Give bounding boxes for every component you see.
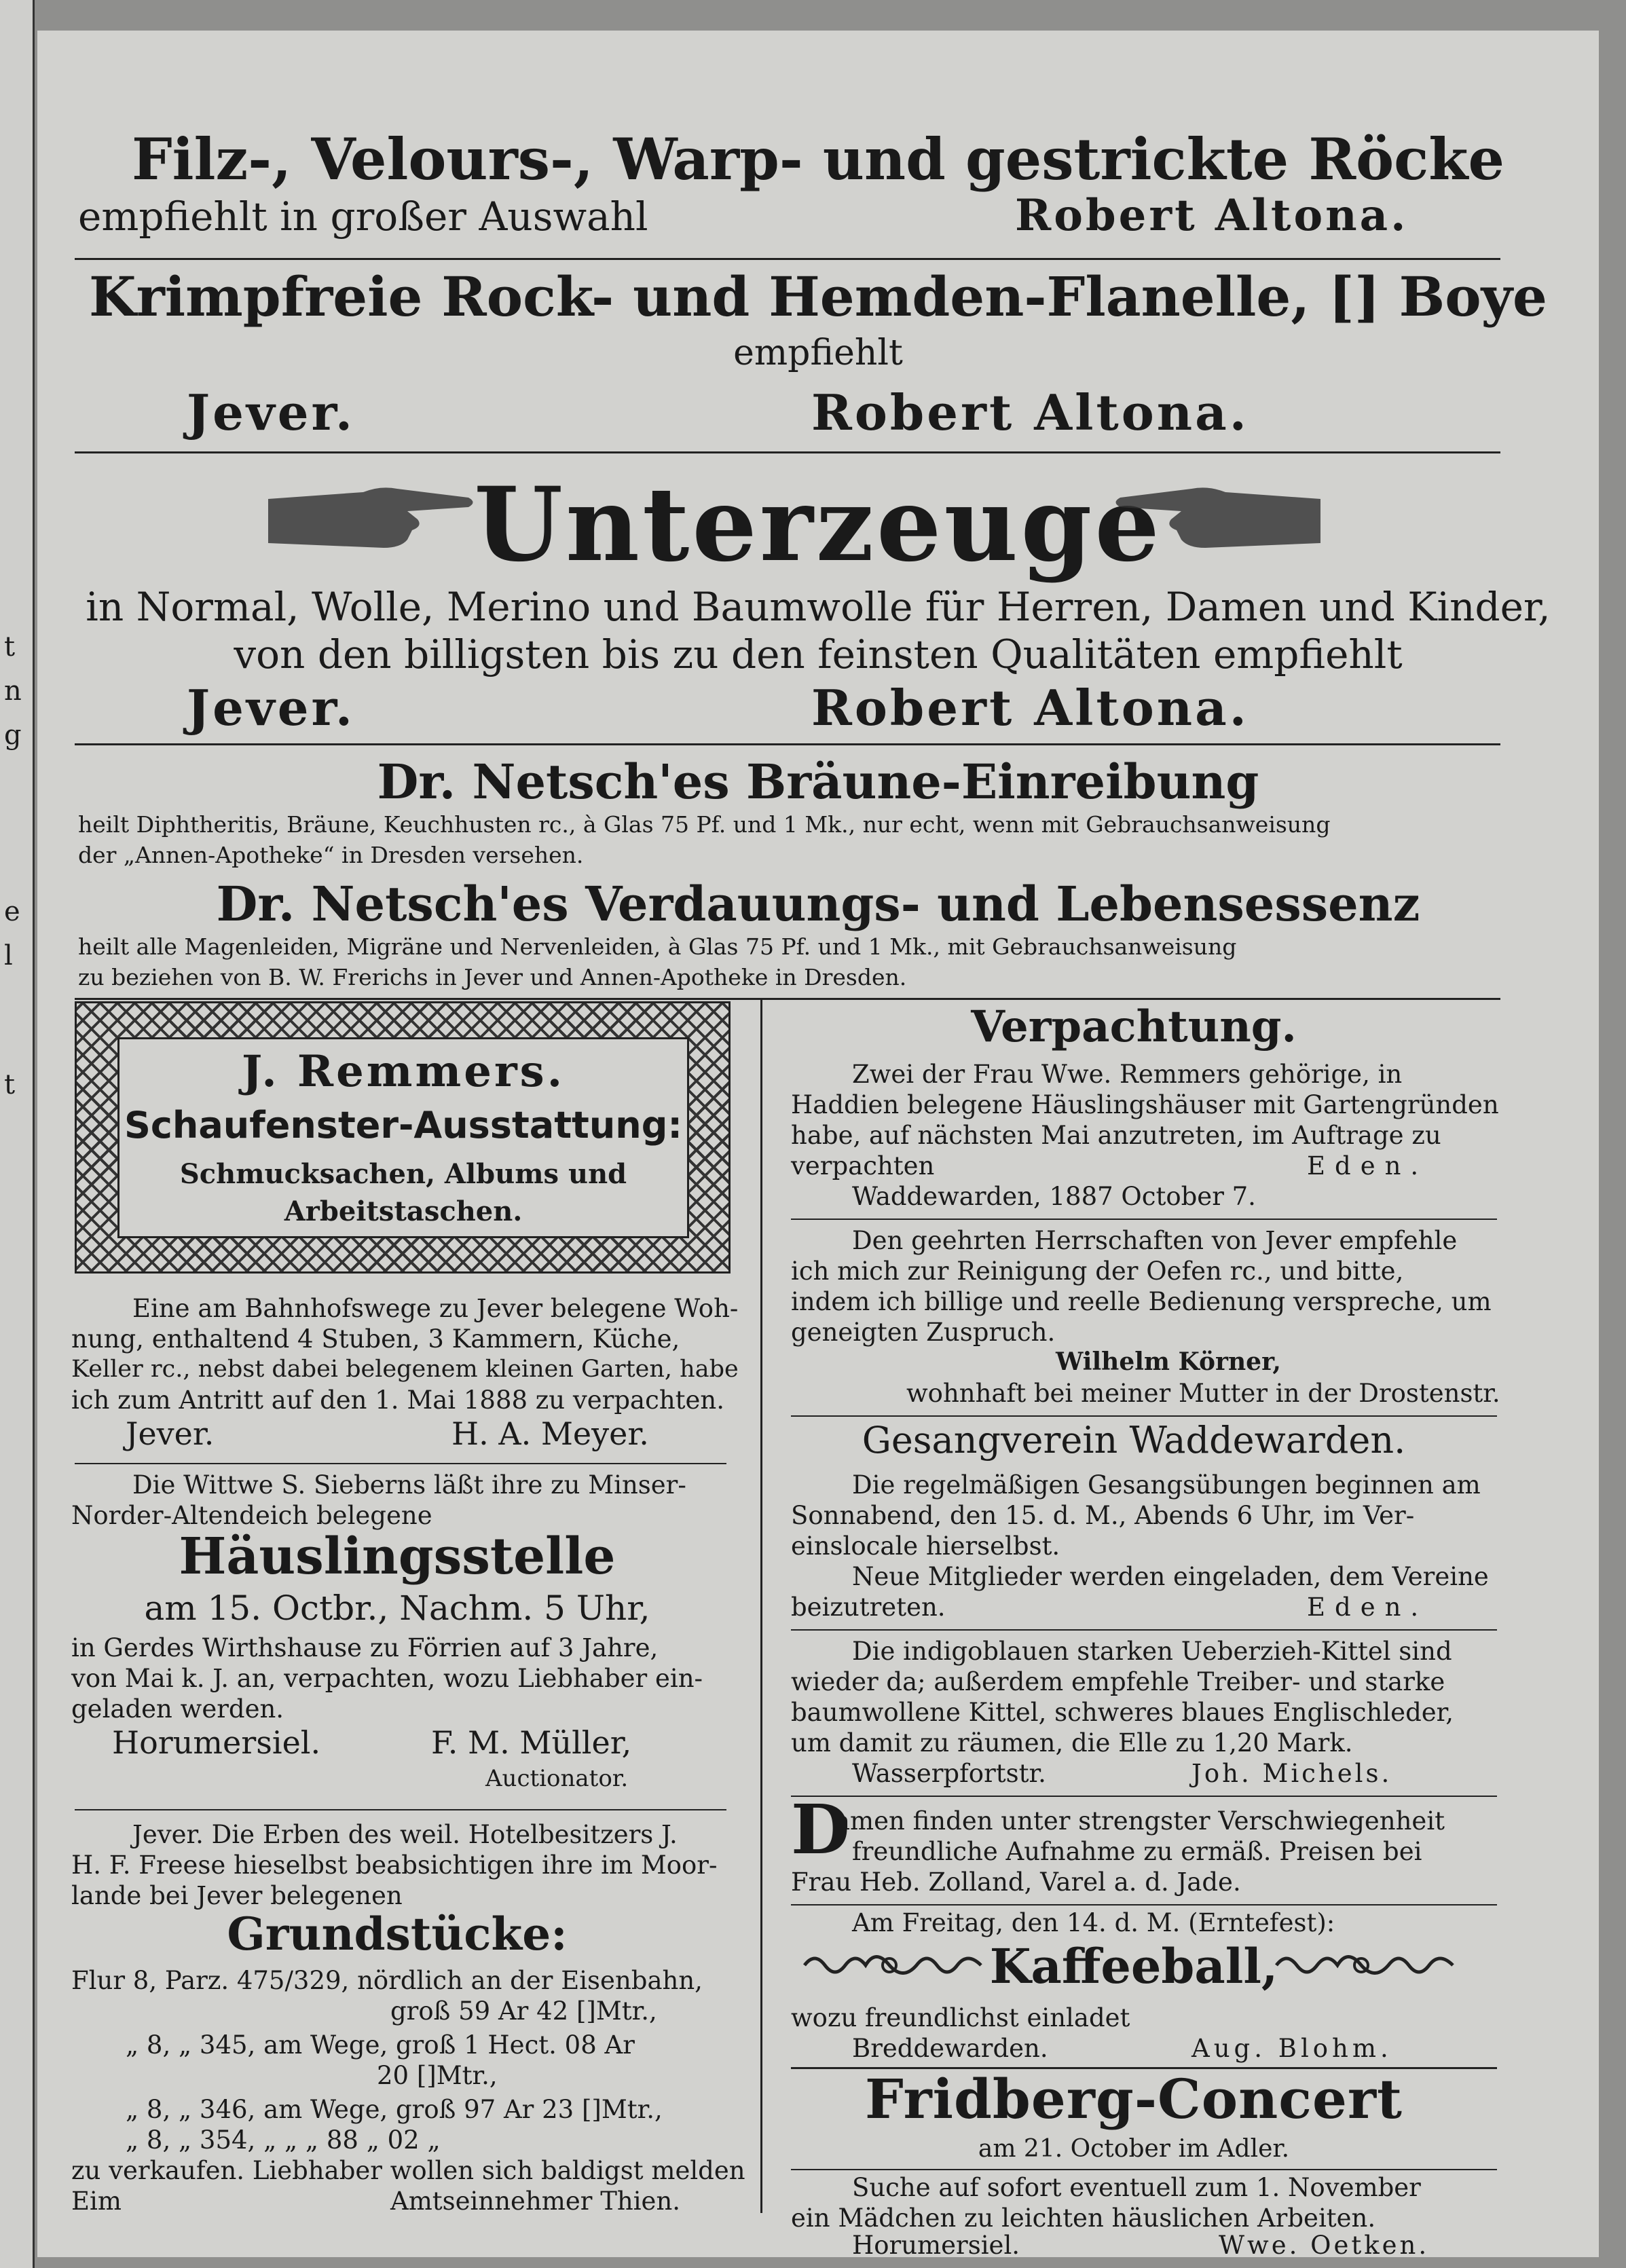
- ad1-sub: empfiehlt in großer Auswahl: [78, 193, 648, 240]
- ad2-headline: Krimpfreie Rock- und Hemden-Flanelle, [] Boye: [89, 265, 1547, 329]
- damen-line: Frau Heb. Zolland, Varel a. d. Jade.: [791, 1867, 1241, 1897]
- koerner-signature: Wilhelm Körner,: [1056, 1347, 1281, 1376]
- ad1-headline: Filz-, Velours-, Warp- und gestrickte Röcke: [132, 126, 1504, 193]
- oetken-line: Suche auf sofort eventuell zum 1. November: [852, 2173, 1421, 2202]
- koerner-address: wohnhaft bei meiner Mutter in der Drostenstr.: [906, 1379, 1500, 1408]
- haeusling-place: Horumersiel.: [112, 1724, 321, 1761]
- verpachtung-line: verpachten: [791, 1151, 935, 1181]
- haeusling-signature: F. M. Müller,: [431, 1724, 632, 1761]
- gesang-headline: Gesangverein Waddewarden.: [862, 1419, 1406, 1462]
- grund-row: „ 8, „ 354, „ „ „ 88 „ 02 „: [126, 2125, 441, 2155]
- margin-letter: g: [4, 720, 22, 751]
- gesang-line: Die regelmäßigen Gesangsübungen beginnen am: [852, 1470, 1481, 1500]
- rule: [791, 1904, 1497, 1906]
- ad5-line2: zu beziehen von B. W. Frerichs in Jever und Annen-Apotheke in Dresden.: [78, 964, 907, 990]
- ad5-line1: heilt alle Magenleiden, Migräne und Nervenleiden, à Glas 75 Pf. und 1 Mk., mit Gebrauchsanweisung: [78, 933, 1237, 960]
- remmers-ornament-frame: [75, 1001, 731, 1274]
- wohnung-line: Keller rc., nebst dabei belegenem kleinen Garten, habe: [71, 1356, 739, 1383]
- damen-line: amen finden unter strengster Verschwiegenheit: [835, 1806, 1445, 1836]
- grund-intro: Jever. Die Erben des weil. Hotelbesitzers J.: [132, 1820, 678, 1849]
- verpachtung-line: Haddien belegene Häuslingshäuser mit Gartengründen: [791, 1090, 1499, 1119]
- wohnung-line: nung, enthaltend 4 Stuben, 3 Kammern, Küche,: [71, 1324, 680, 1354]
- ad3-place: Jever.: [187, 679, 355, 737]
- haeusling-date: am 15. Octbr., Nachm. 5 Uhr,: [144, 1588, 650, 1628]
- damen-initial: D: [791, 1789, 850, 1870]
- grund-row: „ 8, „ 345, am Wege, groß 1 Hect. 08 Ar: [126, 2030, 635, 2060]
- rule: [75, 1809, 726, 1810]
- kaffee-sub: wozu freundlichst einladet: [791, 2003, 1130, 2032]
- rule: [791, 1796, 1497, 1797]
- remmers-line1: Schmucksachen, Albums und: [179, 1158, 627, 1190]
- rule: [791, 1415, 1497, 1417]
- kittel-line: Die indigoblauen starken Ueberzieh-Kittel sind: [852, 1637, 1452, 1666]
- rule: [75, 743, 1500, 745]
- damen-line: freundliche Aufnahme zu ermäß. Preisen bei: [852, 1837, 1422, 1866]
- haeusling-line: in Gerdes Wirthshause zu Förrien auf 3 Jahre,: [71, 1633, 659, 1662]
- margin-letter: e: [4, 896, 20, 927]
- newspaper-page: [37, 31, 1599, 2260]
- grund-row: groß 59 Ar 42 []Mtr.,: [390, 1996, 657, 2026]
- verpachtung-line: Zwei der Frau Wwe. Remmers gehörige, in: [852, 1060, 1403, 1089]
- margin-letter: t: [4, 1069, 16, 1100]
- verpachtung-signature: Eden.: [1307, 1151, 1428, 1181]
- ad3-line1: in Normal, Wolle, Merino und Baumwolle für Herren, Damen und Kinder,: [86, 584, 1551, 630]
- gesang-signature: Eden.: [1307, 1593, 1428, 1622]
- grund-intro: H. F. Freese hieselbst beabsichtigen ihre im Moor-: [71, 1851, 718, 1880]
- verpachtung-line: habe, auf nächsten Mai anzutreten, im Auftrage zu: [791, 1121, 1441, 1150]
- wohnung-line: ich zum Antritt auf den 1. Mai 1888 zu verpachten.: [71, 1386, 725, 1415]
- ad1-signature: Robert Altona.: [1015, 190, 1409, 241]
- ad5-headline: Dr. Netsch'es Verdauungs- und Lebensessenz: [216, 876, 1420, 932]
- rule: [75, 1463, 726, 1464]
- oetken-signature: Wwe. Oetken.: [1219, 2231, 1430, 2260]
- wohnung-line: Eine am Bahnhofswege zu Jever belegene Woh-: [132, 1294, 739, 1323]
- grund-signature: Amtseinnehmer Thien.: [390, 2187, 681, 2216]
- grund-intro: lande bei Jever belegenen: [71, 1881, 403, 1910]
- kittel-line: baumwollene Kittel, schweres blaues Englischleder,: [791, 1698, 1454, 1727]
- grund-row: Flur 8, Parz. 475/329, nördlich an der Eisenbahn,: [71, 1966, 703, 1995]
- grund-headline: Grundstücke:: [227, 1908, 568, 1960]
- verpachtung-headline: Verpachtung.: [971, 1001, 1297, 1052]
- kittel-signature: Joh. Michels.: [1191, 1759, 1392, 1788]
- kittel-line: um damit zu räumen, die Elle zu 1,20 Mark.: [791, 1728, 1353, 1758]
- wohnung-place: Jever.: [126, 1415, 215, 1452]
- pointing-hand-left-icon: [1110, 472, 1327, 560]
- column-divider: [760, 998, 762, 2213]
- rule: [791, 2169, 1497, 2170]
- kittel-place: Wasserpfortstr.: [852, 1759, 1046, 1788]
- koerner-line: indem ich billige und reelle Bedienung verspreche, um: [791, 1287, 1492, 1316]
- haeusling-headline: Häuslingsstelle: [179, 1527, 616, 1586]
- remmers-name: J. Remmers.: [242, 1046, 565, 1097]
- verpachtung-dateline: Waddewarden, 1887 October 7.: [852, 1182, 1256, 1211]
- gesang-line: einslocale hierselbst.: [791, 1531, 1060, 1561]
- haeusling-line: von Mai k. J. an, verpachten, wozu Liebhaber ein-: [71, 1664, 703, 1693]
- margin-letter: n: [4, 675, 22, 707]
- oetken-place: Horumersiel.: [852, 2231, 1020, 2260]
- ad2-place: Jever.: [187, 384, 355, 441]
- wohnung-signature: H. A. Meyer.: [451, 1415, 649, 1452]
- gesang-line: beizutreten.: [791, 1593, 946, 1622]
- remmers-line2: Arbeitstaschen.: [284, 1195, 523, 1227]
- fridberg-headline: Fridberg-Concert: [865, 2067, 1403, 2131]
- kaffee-intro: Am Freitag, den 14. d. M. (Erntefest):: [852, 1908, 1335, 1937]
- remmers-title: Schaufenster-Ausstattung:: [124, 1104, 682, 1147]
- kaffee-signature: Aug. Blohm.: [1191, 2034, 1392, 2063]
- ad2-sub: empfiehlt: [733, 333, 903, 373]
- rule: [791, 1629, 1497, 1631]
- haeusling-intro: Norder-Altendeich belegene: [71, 1501, 432, 1530]
- rule: [75, 258, 1500, 260]
- gesang-line: Neue Mitglieder werden eingeladen, dem Vereine: [852, 1562, 1489, 1591]
- grund-close: Eim: [71, 2187, 122, 2216]
- kaffee-place: Breddewarden.: [852, 2034, 1048, 2063]
- koerner-line: Den geehrten Herrschaften von Jever empfehle: [852, 1226, 1458, 1255]
- ornament-flourish-right-icon: [1273, 1948, 1456, 1985]
- fridberg-sub: am 21. October im Adler.: [978, 2135, 1290, 2163]
- koerner-line: geneigten Zuspruch.: [791, 1318, 1056, 1347]
- haeusling-intro: Die Wittwe S. Sieberns läßt ihre zu Minser-: [132, 1470, 686, 1500]
- ad3-signature: Robert Altona.: [811, 679, 1249, 737]
- grund-row: 20 []Mtr.,: [377, 2061, 498, 2090]
- haeusling-line: geladen werden.: [71, 1694, 284, 1724]
- kittel-line: wieder da; außerdem empfehle Treiber- und starke: [791, 1667, 1445, 1696]
- gesang-line: Sonnabend, den 15. d. M., Abends 6 Uhr, im Ver-: [791, 1501, 1415, 1530]
- margin-letter: t: [4, 631, 16, 663]
- grund-row: „ 8, „ 346, am Wege, groß 97 Ar 23 []Mtr.,: [126, 2095, 663, 2124]
- ad3-headline: Unterzeuge: [474, 465, 1162, 584]
- remmers-box: [117, 1037, 689, 1238]
- ad3-line2: von den billigsten bis zu den feinsten Qualitäten empfiehlt: [234, 631, 1403, 677]
- oetken-line: ein Mädchen zu leichten häuslichen Arbeiten.: [791, 2204, 1376, 2233]
- rule: [75, 451, 1500, 453]
- ad4-headline: Dr. Netsch'es Bräune-Einreibung: [377, 754, 1259, 810]
- margin-letter: l: [4, 940, 13, 971]
- rule: [791, 1219, 1497, 1220]
- ad4-line2: der „Annen-Apotheke“ in Dresden versehen.: [78, 842, 584, 868]
- haeusling-role: Auctionator.: [485, 1765, 629, 1792]
- kaffee-headline: Kaffeeball,: [989, 1938, 1278, 1994]
- grund-close: zu verkaufen. Liebhaber wollen sich baldigst melden: [71, 2156, 745, 2185]
- ad4-line1: heilt Diphtheritis, Bräune, Keuchhusten rc., à Glas 75 Pf. und 1 Mk., nur echt, wenn mit Gebrauchsanweisung: [78, 811, 1331, 838]
- ad2-signature: Robert Altona.: [811, 384, 1249, 441]
- koerner-line: ich mich zur Reinigung der Oefen rc., und bitte,: [791, 1257, 1404, 1286]
- adjacent-page-edge: [0, 0, 35, 2268]
- rule: [75, 998, 1500, 1000]
